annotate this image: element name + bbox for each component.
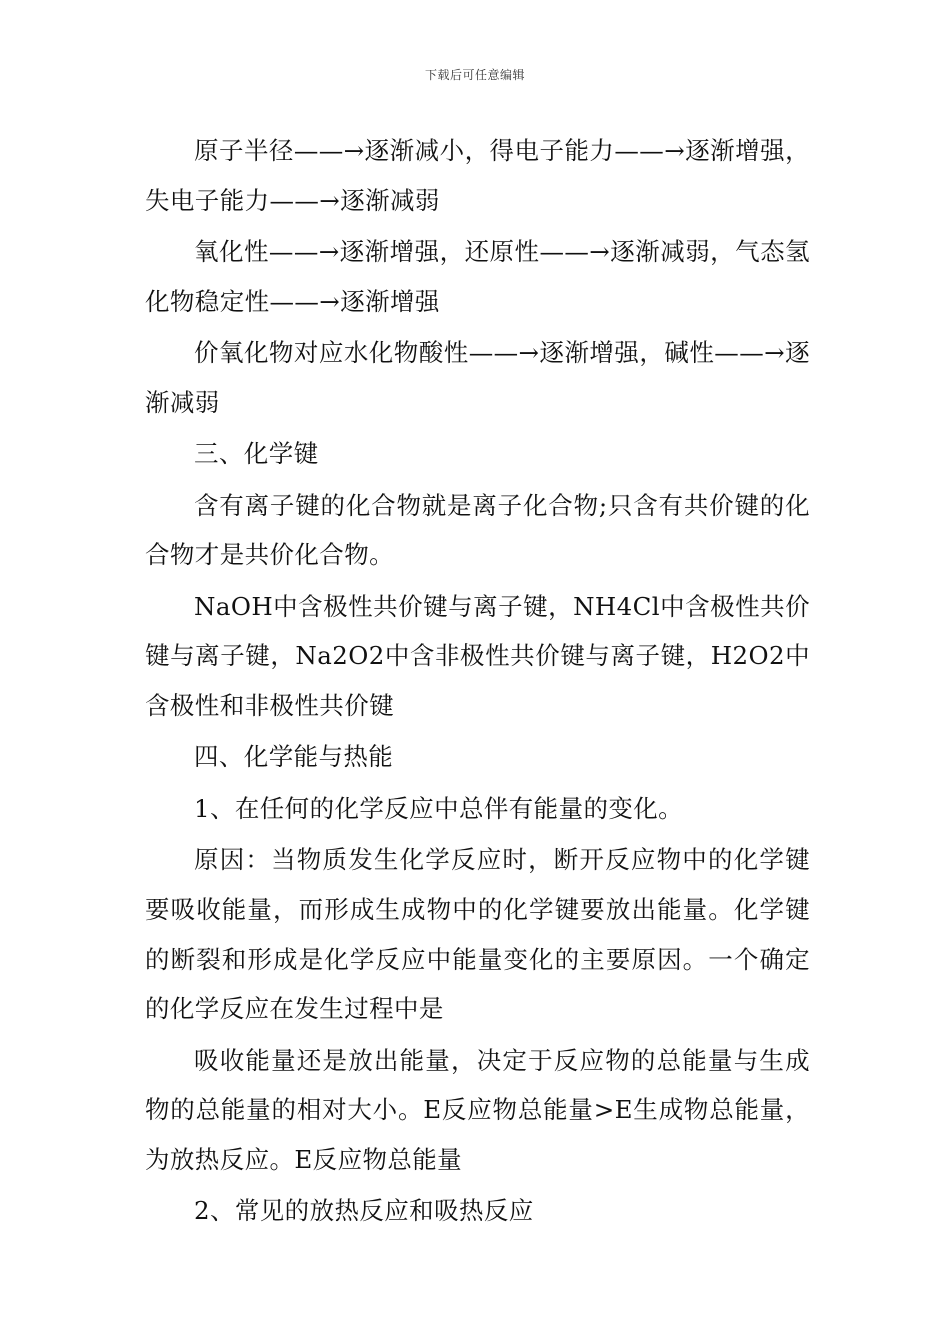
- paragraph-oxidizing-property: 氧化性——→逐渐增强，还原性——→逐渐减弱，气态氢化物稳定性——→逐渐增强: [145, 237, 810, 316]
- document-body: [145, 126, 810, 1238]
- list-item-reaction-types: 2、常见的放热反应和吸热反应: [194, 1196, 534, 1226]
- list-item-energy-change: 1、在任何的化学反应中总伴有能量的变化。: [194, 793, 684, 823]
- paragraph-oxide-acidity: 价氧化物对应水化物酸性——→逐渐增强，碱性——→逐渐减弱: [145, 338, 810, 417]
- paragraph-atomic-radius: 原子半径——→逐渐减小，得电子能力——→逐渐增强，失电子能力——→逐渐减弱: [145, 136, 810, 215]
- paragraph-energy-comparison: 吸收能量还是放出能量，决定于反应物的总能量与生成物的总能量的相对大小。E反应物总能量>E生成物总能量，为放热反应。E反应物总能量: [145, 1045, 810, 1174]
- paragraph-reason: 原因：当物质发生化学反应时，断开反应物中的化学键要吸收能量，而形成生成物中的化学键要放出能量。化学键的断裂和形成是化学反应中能量变化的主要原因。一个确定的化学反应在发生过程中是: [145, 845, 810, 1024]
- paragraph-bond-examples: NaOH中含极性共价键与离子键，NH4Cl中含极性共价键与离子键，Na2O2中含非极性共价键与离子键，H2O2中含极性和非极性共价键: [145, 591, 810, 720]
- section-heading-chemical-bond: 三、化学键: [194, 439, 319, 469]
- section-heading-chemical-energy: 四、化学能与热能: [194, 742, 394, 772]
- paragraph-ionic-compound: 含有离子键的化合物就是离子化合物;只含有共价键的化合物才是共价化合物。: [145, 490, 810, 570]
- page-header: 下载后可任意编辑: [424, 68, 525, 82]
